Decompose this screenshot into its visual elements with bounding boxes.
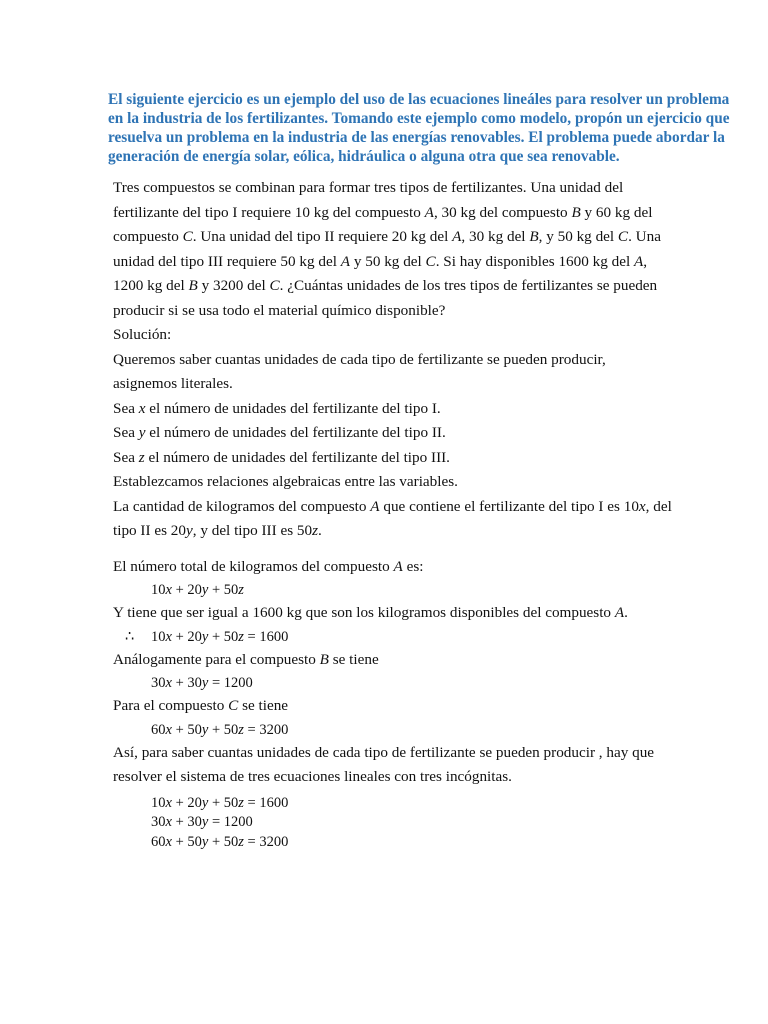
intro-line: El siguiente ejercicio es un ejemplo del uso de las ecuaciones lineáles para resolver un problema (108, 91, 730, 108)
solution-line: Sea x el número de unidades del fertilizante del tipo I. (113, 399, 441, 417)
solution-line: El número total de kilogramos del compuesto A es: (113, 557, 424, 575)
solution-line: Sea z el número de unidades del fertilizante del tipo III. (113, 448, 450, 466)
solution-line: Establezcamos relaciones algebraicas entre las variables. (113, 473, 458, 490)
problem-line: Tres compuestos se combinan para formar tres tipos de fertilizantes. Una unidad del (113, 179, 624, 196)
problem-line: 1200 kg del B y 3200 del C. ¿Cuántas unidades de los tres tipos de fertilizantes se pueden (113, 277, 658, 294)
solution-line: Para el compuesto C se tiene (113, 697, 289, 714)
equation-compound-c: 60x + 50y + 50z = 3200 (151, 721, 289, 738)
equation-compound-a: ∴ 10x + 20y + 50z = 1600 (113, 626, 673, 648)
example-problem (113, 176, 673, 852)
solution-line: asignemos literales. (113, 375, 233, 392)
intro-line: resuelva un problema en la industria de las energías renovables. El problema puede abordar la (108, 129, 725, 146)
system-equation-3: 60x + 50y + 50z = 3200 (151, 833, 289, 850)
therefore-symbol: ∴ (125, 628, 135, 645)
equation-compound-b: 30x + 30y = 1200 (151, 675, 253, 691)
solution-line: resolver el sistema de tres ecuaciones lineales con tres incógnitas. (113, 768, 512, 785)
solution-heading: Solución: (113, 326, 172, 343)
system-equation-2: 30x + 30y = 1200 (151, 814, 253, 830)
problem-line: producir si se usa todo el material químico disponible? (113, 301, 446, 319)
solution-line: La cantidad de kilogramos del compuesto A que contiene el fertilizante del tipo I es 10x, del (113, 497, 672, 515)
solution-line: Análogamente para el compuesto B se tiene (113, 650, 379, 668)
solution-line: tipo II es 20y, y del tipo III es 50z. (113, 522, 322, 539)
problem-line: unidad del tipo III requiere 50 kg del A y 50 kg del C. Si hay disponibles 1600 kg del A, (113, 252, 648, 270)
solution-line: Así, para saber cuantas unidades de cada tipo de fertilizante se pueden producir , hay que (113, 743, 655, 761)
equation-sum-a: 10x + 20y + 50z (151, 582, 244, 598)
solution-line: Queremos saber cuantas unidades de cada tipo de fertilizante se pueden producir, (113, 350, 606, 368)
solution-line: Sea y el número de unidades del fertilizante del tipo II. (113, 424, 446, 441)
problem-line: fertilizante del tipo I requiere 10 kg del compuesto A, 30 kg del compuesto B y 60 kg del (113, 203, 653, 221)
intro-line: generación de energía solar, eólica, hidráulica o alguna otra que sea renovable. (108, 148, 620, 165)
system-equation-1: 10x + 20y + 50z = 1600 (151, 794, 289, 811)
intro-line: en la industria de los fertilizantes. Tomando este ejemplo como modelo, propón un ejercicio que (108, 110, 730, 127)
problem-line: compuesto C. Una unidad del tipo II requiere 20 kg del A, 30 kg del B, y 50 kg del C. Una (113, 228, 661, 245)
equation-system (113, 794, 673, 853)
assignment-instructions (108, 90, 730, 166)
solution-line: Y tiene que ser igual a 1600 kg que son los kilogramos disponibles del compuesto A. (113, 604, 628, 621)
